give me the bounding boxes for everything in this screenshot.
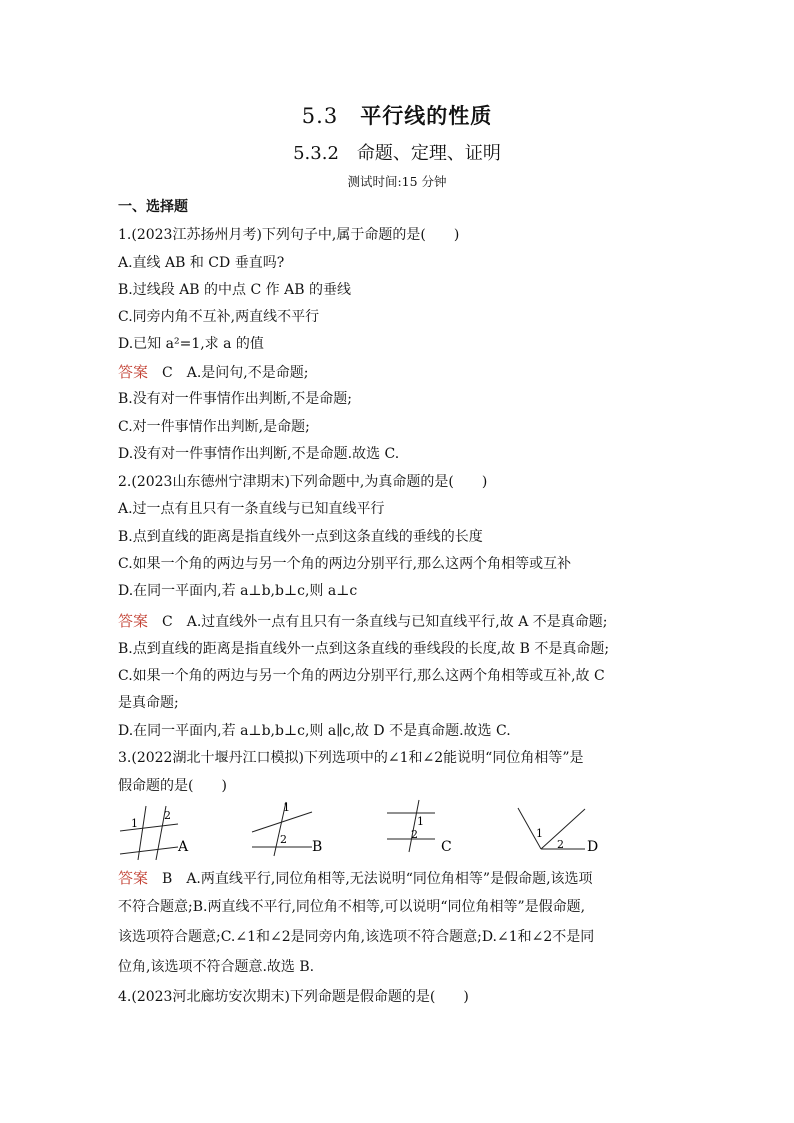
q1-answer: 答案 C A.是问句,不是命题; xyxy=(118,363,309,381)
answer-letter: C xyxy=(162,614,173,630)
figure-a xyxy=(116,798,212,860)
answer-label: 答案 xyxy=(118,363,149,381)
page-title: 5.3 平行线的性质 xyxy=(301,103,493,128)
figure-d-diagram xyxy=(515,798,615,860)
q1-explanation: D.没有对一件事情作出判断,不是命题.故选 C. xyxy=(118,446,400,462)
q2-option-a: A.过一点有且只有一条直线与已知直线平行 xyxy=(118,501,385,517)
figure-c-diagram xyxy=(385,798,465,860)
answer-label: 答案 xyxy=(118,612,149,630)
q1-option-d: D.已知 a²=1,求 a 的值 xyxy=(118,336,264,352)
q3-answer: 答案 B A.两直线平行,同位角相等,无法说明“同位角相等”是假命题,该选项 xyxy=(118,869,593,887)
option-label: A xyxy=(178,839,189,855)
page-subtitle: 5.3.2 命题、定理、证明 xyxy=(293,143,501,164)
option-label: D xyxy=(587,839,599,855)
q3-stem: 3.(2022湖北十堰丹江口模拟)下列选项中的∠1和∠2能说明“同位角相等”是 xyxy=(118,750,584,766)
angle-label: 1 xyxy=(536,827,543,840)
q2-explanation: C.如果一个角的两边与另一个角的两边分别平行,那么这两个角相等或互补,故 C xyxy=(118,668,605,684)
answer-letter: B xyxy=(162,871,173,887)
option-label: B xyxy=(312,839,323,855)
q2-explanation: B.点到直线的距离是指直线外一点到这条直线的垂线段的长度,故 B 不是真命题; xyxy=(118,641,610,657)
q1-stem: 1.(2023江苏扬州月考)下列句子中,属于命题的是( ) xyxy=(118,227,460,243)
q3-explanation: 不符合题意;B.两直线不平行,同位角不相等,可以说明“同位角相等”是假命题, xyxy=(118,899,586,915)
figure-b xyxy=(250,798,340,860)
q1-option-a: A.直线 AB 和 CD 垂直吗? xyxy=(118,255,285,271)
angle-label: 2 xyxy=(280,833,287,846)
option-label: C xyxy=(441,839,452,855)
q3-explanation: 位角,该选项不符合题意.故选 B. xyxy=(118,959,315,975)
q2-option-b: B.点到直线的距离是指直线外一点到这条直线的垂线的长度 xyxy=(118,529,483,545)
q2-answer: 答案 C A.过直线外一点有且只有一条直线与已知直线平行,故 A 不是真命题; xyxy=(118,612,608,630)
figure-d xyxy=(515,798,615,860)
figure-b-diagram xyxy=(250,798,340,860)
q2-explanation: 是真命题; xyxy=(118,695,179,711)
angle-label: 1 xyxy=(131,817,138,830)
angle-label: 2 xyxy=(164,809,171,822)
figure-a-diagram xyxy=(116,798,212,860)
q1-option-b: B.过线段 AB 的中点 C 作 AB 的垂线 xyxy=(118,282,351,298)
angle-label: 1 xyxy=(283,801,290,814)
answer-letter: C xyxy=(162,365,173,381)
q2-stem: 2.(2023山东德州宁津期末)下列命题中,为真命题的是( ) xyxy=(118,474,488,490)
q2-explanation: D.在同一平面内,若 a⊥b,b⊥c,则 a∥c,故 D 不是真命题.故选 C. xyxy=(118,723,511,739)
q3-stem: 假命题的是( ) xyxy=(118,778,227,794)
q2-option-d: D.在同一平面内,若 a⊥b,b⊥c,则 a⊥c xyxy=(118,583,358,599)
figure-c xyxy=(385,798,465,860)
angle-label: 2 xyxy=(411,828,418,841)
q2-option-c: C.如果一个角的两边与另一个角的两边分别平行,那么这两个角相等或互补 xyxy=(118,556,572,572)
q1-explanation: C.对一件事情作出判断,是命题; xyxy=(118,419,310,435)
section-heading: 一、选择题 xyxy=(118,199,188,215)
angle-label: 2 xyxy=(557,838,564,851)
line xyxy=(120,847,178,854)
q4-stem: 4.(2023河北廊坊安次期末)下列命题是假命题的是( ) xyxy=(118,989,469,1005)
q1-explanation: B.没有对一件事情作出判断,不是命题; xyxy=(118,391,352,407)
q1-option-c: C.同旁内角不互补,两直线不平行 xyxy=(118,309,320,325)
angle-label: 1 xyxy=(417,815,424,828)
line xyxy=(120,824,178,831)
q3-explanation: 该选项符合题意;C.∠1和∠2是同旁内角,该选项不符合题意;D.∠1和∠2不是同 xyxy=(118,929,595,945)
line xyxy=(138,806,146,860)
test-time: 测试时间:15 分钟 xyxy=(347,174,447,189)
answer-label: 答案 xyxy=(118,869,149,887)
